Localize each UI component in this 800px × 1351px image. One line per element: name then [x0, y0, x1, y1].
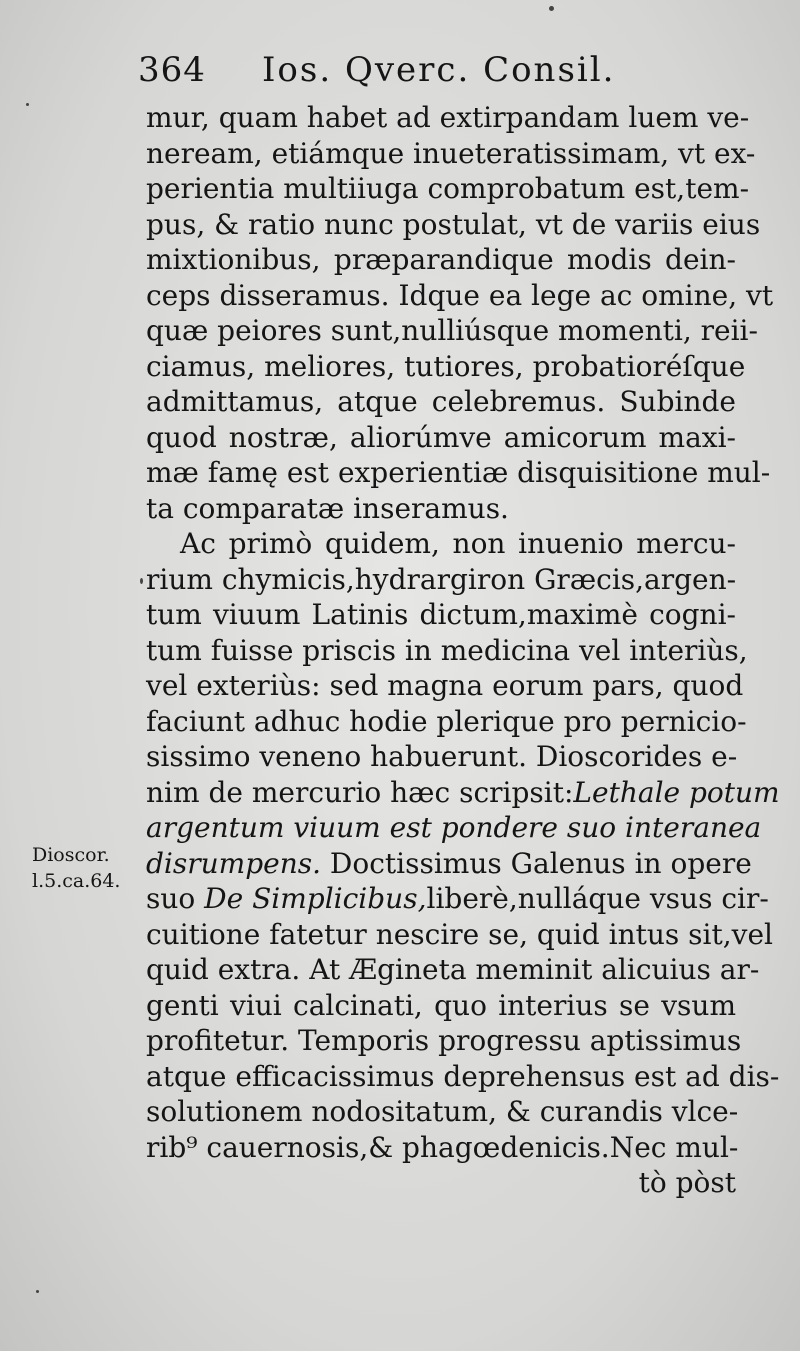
ink-speck: [140, 578, 143, 584]
line-text: cuitione fatetur nescire se, quid intus sit,vel: [146, 917, 773, 951]
text-line: [146, 1094, 739, 1130]
line-text: ciamus, meliores, tutiores, probatioréſque: [146, 349, 746, 383]
line-text: solutionem nodositatum, & curandis vlce-: [146, 1095, 739, 1128]
text-line: [146, 668, 744, 704]
line-text: mæ famę est experientiæ disquisitione mul-: [146, 456, 771, 489]
margin-note-line-2: l.5.ca.64.: [32, 870, 121, 892]
ink-speck: [549, 6, 554, 11]
text-line: [146, 349, 746, 385]
line-italic-text: De Simplicibus,: [204, 882, 427, 915]
text-line: [146, 810, 762, 846]
text-line: [146, 775, 780, 811]
text-line: [146, 1165, 736, 1201]
line-text: Ac primò quidem, non inuenio mercu-: [180, 527, 736, 560]
text-line: [146, 633, 748, 669]
line-text: sissimo veneno habuerunt. Dioscorides e-: [146, 740, 738, 773]
line-text: rib⁹ cauernosis,& phagœdenicis.Nec mul-: [146, 1130, 739, 1164]
line-text: quid extra. At Ægineta meminit alicuius ar-: [146, 953, 760, 986]
text-line: [146, 562, 736, 598]
text-line: [146, 455, 771, 491]
line-text: perientia multiiuga comprobatum est,tem-: [146, 172, 750, 205]
text-line: [146, 242, 736, 278]
text-line: [146, 100, 750, 136]
text-line: [146, 952, 760, 988]
margin-note: [32, 842, 142, 894]
line-text: ta comparatæ inseramus.: [146, 491, 509, 525]
line-text: ceps disseramus. Idque ea lege ac omine, vt: [146, 278, 774, 312]
page-header: [138, 40, 738, 100]
line-text: suo: [146, 882, 205, 915]
text-line: [146, 491, 736, 527]
text-line: [146, 988, 736, 1024]
text-line: [146, 1023, 742, 1059]
line-text: neream, etiámque inueteratissimam, vt ex-: [146, 136, 756, 170]
text-line: [146, 597, 736, 633]
text-line: [146, 1130, 739, 1166]
line-text: admittamus, atque celebremus. Subinde: [146, 385, 736, 418]
line-text: tum viuum Latinis dictum,maximè cogni-: [146, 598, 736, 631]
text-line: [146, 846, 752, 882]
line-italic-text: disrumpens.: [146, 846, 322, 880]
line-italic-text: argentum viuum est pondere suo interanea: [146, 811, 762, 844]
line-text: mixtionibus, præparandique modis dein-: [146, 243, 736, 276]
text-line: [146, 881, 769, 917]
text-line: [146, 313, 758, 349]
line-text-after: liberè,nulláque vsus cir-: [426, 882, 769, 915]
text-line: [146, 384, 736, 420]
ink-speck: [36, 1290, 39, 1293]
text-line: [146, 171, 750, 207]
line-text: genti viui calcinati, quo interius se vsum: [146, 988, 736, 1022]
line-text: atque efficacissimus deprehensus est ad dis-: [146, 1059, 780, 1093]
line-text-after: Doctissimus Galenus in opere: [321, 846, 752, 880]
line-italic-text: Lethale potum: [573, 775, 780, 809]
margin-note-line-1: Dioscor.: [32, 844, 110, 866]
text-line: [146, 136, 756, 172]
ink-speck: [26, 103, 29, 106]
running-head: Ios. Qverc. Consil.: [262, 50, 616, 90]
text-line: [146, 739, 736, 775]
line-text: quæ peiores sunt,nulliúsque momenti, reii-: [146, 314, 758, 347]
text-line: [146, 704, 747, 740]
body-text: [146, 100, 780, 1201]
line-text: nim de mercurio hæc scripsit:: [146, 775, 574, 809]
text-line: [146, 420, 736, 456]
text-line: [146, 526, 736, 562]
line-text: tò pòst: [638, 1166, 736, 1199]
line-text: quod nostræ, aliorúmve amicorum maxi-: [146, 420, 736, 454]
line-text: profitetur. Temporis progressu aptissimus: [146, 1024, 742, 1057]
page-number: 364: [138, 50, 206, 90]
line-text: faciunt adhuc hodie plerique pro pernicio-: [146, 704, 747, 738]
text-line: [146, 207, 761, 243]
line-text: vel exteriùs: sed magna eorum pars, quod: [146, 669, 744, 702]
line-text: rium chymicis,hydrargiron Græcis,argen-: [146, 562, 737, 596]
text-line: [146, 278, 774, 314]
line-text: tum fuisse priscis in medicina vel interiùs,: [146, 633, 748, 667]
text-line: [146, 917, 773, 953]
line-text: pus, & ratio nunc postulat, vt de variis eius: [146, 207, 761, 241]
text-line: [146, 1059, 780, 1095]
line-text: mur, quam habet ad extirpandam luem ve-: [146, 101, 750, 134]
